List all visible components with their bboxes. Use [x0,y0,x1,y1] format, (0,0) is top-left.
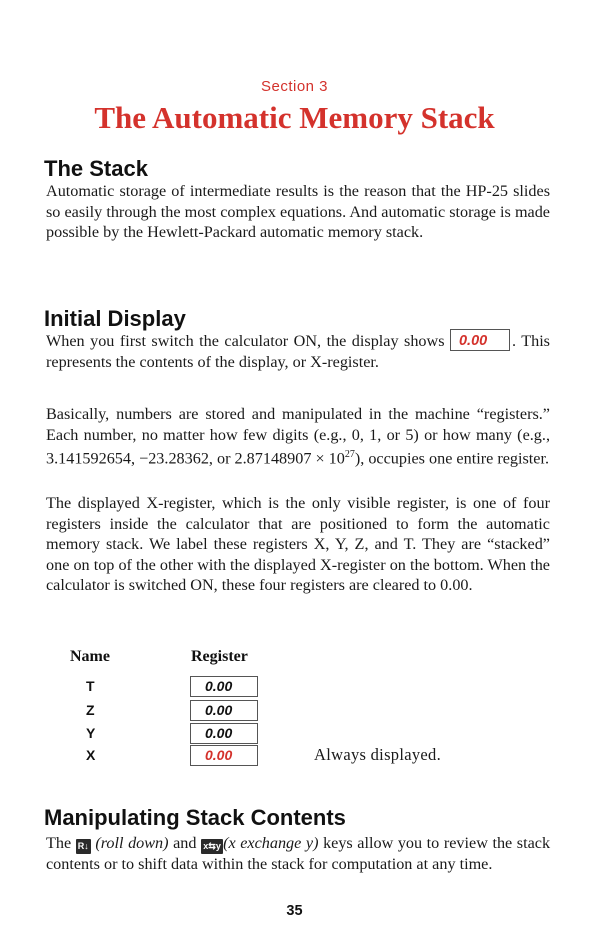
register-value-z: 0.00 [205,702,233,718]
register-box-y [190,723,258,744]
register-box-z [190,700,258,721]
initial-display-paragraph-1 [46,329,550,372]
display-readout [450,329,510,351]
manip-rest: keys allow you to review the stack contents or to shift data within the stack for computation at any time. [46,834,551,873]
p2-text-a: Basically, numbers are stored and manipulated in the machine “registers.” Each number, no matter how few digits (e.g., 0, 1, or 5) or how many (e.g., 3.141592654, −23.28362, or 2.87148907 × 10 [46,405,550,468]
always-displayed-note: Always displayed. [314,745,441,764]
register-name-header: Name [70,648,110,665]
register-value-x: 0.00 [205,747,233,763]
register-box-x [190,745,258,766]
p2-text-b: ), occupies one entire register. [354,449,550,468]
p2-exponent: 27 [344,449,355,460]
register-name-x: X [86,747,96,763]
stack-paragraph: Automatic storage of intermediate results is the reason that the HP-25 slides so easily through the most complex equations. And automatic storage is made possible by the Hewlett-Packard automatic memory stack. [46,182,550,241]
x-exchange-y-key-icon: x⇆y [201,839,223,854]
register-name-y: Y [86,725,96,741]
register-name-t: T [86,678,95,694]
heading-initial-display: Initial Display [44,306,186,331]
manip-the: The [46,834,72,852]
register-value-header: Register [191,648,248,665]
p1-after-text: . This represents the contents of the display, or X-register. [46,332,550,371]
roll-down-label: (roll down) [95,834,169,852]
register-value-t: 0.00 [205,678,233,694]
page-number: 35 [286,903,303,919]
initial-display-paragraph-3: The displayed X-register, which is the only visible register, is one of four registers inside the calculator that are positioned to form the automatic memory stack. We label these registers X, Y, Z, and T. They are “stacked” one on top of the other with the displayed X-register on the bottom. When the calculator is switched ON, these four registers are cleared to 0.00. [46,494,550,594]
manipulating-paragraph [46,833,550,875]
heading-the-stack: The Stack [44,156,148,181]
manip-and: and [173,834,197,852]
register-name-z: Z [86,702,95,718]
p1-before-text: When you first switch the calculator ON, the display shows [46,332,445,350]
display-readout-value: 0.00 [458,333,488,349]
register-value-y: 0.00 [205,725,233,741]
page-title: The Automatic Memory Stack [94,100,495,135]
heading-manipulating-stack: Manipulating Stack Contents [44,805,346,830]
x-exchange-y-label: (x exchange y) [223,834,319,852]
initial-display-paragraph-2 [46,404,550,469]
section-label: Section 3 [260,78,329,95]
register-box-t [190,676,258,697]
roll-down-key-icon: R↓ [76,839,91,854]
